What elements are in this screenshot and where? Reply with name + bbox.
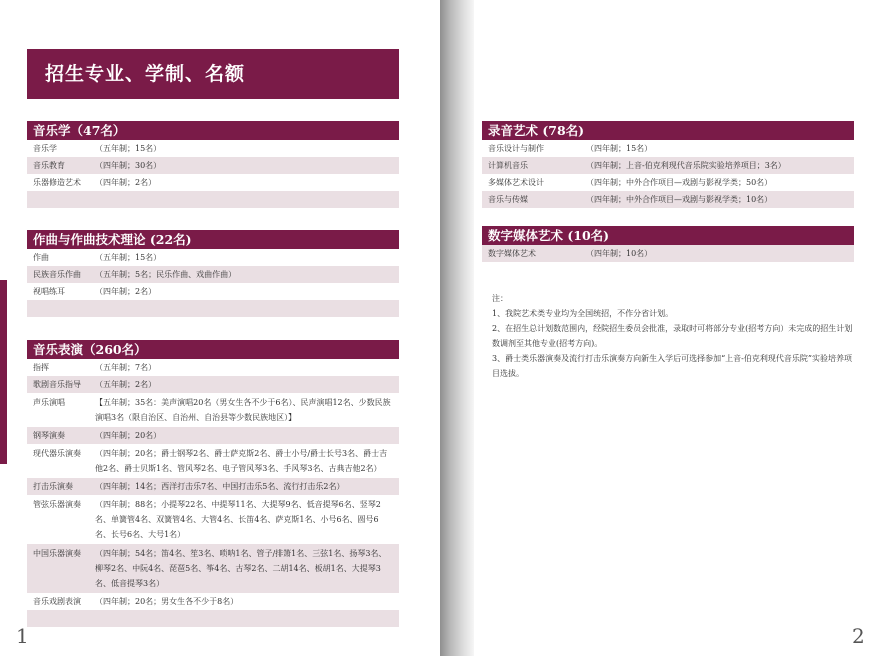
section-digital-media: [482, 226, 854, 262]
list-item: [482, 140, 854, 157]
major-detail: （四年制；20名；爵士钢琴2名、爵士萨克斯2名、爵士小号/爵士长号3名、爵士吉他2名、爵士贝斯1名、管风琴2名、电子管风琴3名、手风琴3名、古典吉他2名）: [95, 449, 388, 473]
section-heading: 音乐表演（260名）: [27, 340, 399, 359]
list-item: [27, 283, 399, 300]
section-recording-arts: [482, 121, 854, 208]
major-name: 民族音乐作曲: [33, 270, 81, 279]
list-item: [27, 376, 399, 393]
section-heading: 作曲与作曲技术理论 (22名): [27, 230, 399, 249]
list-item: [482, 157, 854, 174]
major-name: 现代器乐演奏: [33, 449, 81, 458]
major-detail: （四年制；20名）: [95, 431, 162, 440]
list-item: [27, 427, 399, 444]
list-item: [27, 593, 399, 610]
major-name: 数字媒体艺术: [488, 249, 536, 258]
note-item: 3、爵士类乐器演奏及流行打击乐演奏方向新生入学后可选择参加“上音-伯克利现代音乐院”实验培养项目选拔。: [492, 354, 852, 378]
major-name: 音乐学: [33, 144, 57, 153]
list-item: [27, 191, 399, 208]
major-name: 音乐教育: [33, 161, 65, 170]
major-name: 中国乐器演奏: [33, 549, 81, 558]
left-accent-bar: [0, 280, 7, 464]
page-number: 2: [852, 624, 865, 648]
major-detail: （五年制；2名）: [95, 380, 157, 389]
major-detail: （五年制；5名；民乐作曲、戏曲作曲）: [95, 270, 237, 279]
major-detail: （四年制；14名；西洋打击乐7名、中国打击乐5名、流行打击乐2名）: [95, 482, 345, 491]
page-number: 1: [16, 624, 29, 648]
list-item: [482, 174, 854, 191]
major-detail: （四年制；30名）: [95, 161, 162, 170]
section-composition: [27, 230, 399, 317]
list-item: [27, 544, 399, 593]
list-item: [482, 245, 854, 262]
list-item: [27, 495, 399, 544]
section-heading: 录音艺术 (78名): [482, 121, 854, 140]
major-name: [27, 191, 95, 208]
note-item: 2、在招生总计划数范围内，经院招生委员会批准，录取时可将部分专业(招考方向）未完成的招生计划数调剂至其他专业(招考方向)。: [492, 324, 853, 348]
major-name: 计算机音乐: [488, 161, 528, 170]
major-name: 多媒体艺术设计: [488, 178, 544, 187]
section-performance: [27, 340, 399, 627]
list-item: [27, 140, 399, 157]
major-name: 音乐设计与制作: [488, 144, 544, 153]
list-item: [27, 610, 399, 627]
major-name: 打击乐演奏: [33, 482, 73, 491]
major-detail: （四年制；10名）: [586, 249, 653, 258]
major-name: [27, 610, 95, 627]
major-detail: （四年制；2名）: [95, 287, 157, 296]
major-name: 歌剧音乐指导: [33, 380, 81, 389]
major-name: 作曲: [33, 253, 49, 262]
major-name: 声乐演唱: [33, 398, 65, 407]
major-name: 乐器修造艺术: [33, 178, 81, 187]
notes: [492, 291, 857, 381]
major-detail: （四年制；54名；笛4名、笙3名、唢呐1名、管子/排箫1名、三弦1名、扬琴3名、柳琴2名、中阮4名、琵琶5名、筝4名、古琴2名、二胡14名、板胡1名、大提琴3名、低音提琴3名）: [95, 549, 387, 588]
list-item: [482, 191, 854, 208]
list-item: [27, 359, 399, 376]
list-item: [27, 174, 399, 191]
major-detail: （四年制；20名；男女生各不少于8名）: [95, 597, 239, 606]
major-name: [27, 300, 95, 317]
section-heading: 数字媒体艺术 (10名): [482, 226, 854, 245]
list-item: [27, 249, 399, 266]
major-name: 指挥: [33, 363, 49, 372]
major-detail: （四年制；2名）: [95, 178, 157, 187]
list-item: [27, 444, 399, 478]
list-item: [27, 478, 399, 495]
major-detail: （四年制；上音-伯克利现代音乐院实验培养项目；3名）: [586, 161, 786, 170]
major-detail: （四年制；88名；小提琴22名、中提琴11名、大提琴9名、低音提琴6名、竖琴2名、单簧管4名、双簧管4名、大管4名、长笛4名、萨克斯1名、小号6名、圆号6名、长号6名、大号1名）: [95, 500, 381, 539]
notes-heading: 注：: [492, 294, 508, 303]
note-item: 1、我院艺术类专业均为全国统招，不作分省计划。: [492, 309, 674, 318]
right-page: [474, 0, 880, 656]
major-name: 音乐与传媒: [488, 195, 528, 204]
major-name: 钢琴演奏: [33, 431, 65, 440]
list-item: [27, 157, 399, 174]
major-name: 管弦乐器演奏: [33, 500, 81, 509]
list-item: [27, 300, 399, 317]
major-detail: （四年制；15名）: [586, 144, 653, 153]
major-name: 视唱练耳: [33, 287, 65, 296]
major-detail: （五年制；15名）: [95, 253, 162, 262]
list-item: [27, 393, 399, 427]
section-musicology: [27, 121, 399, 208]
major-detail: （五年制；7名）: [95, 363, 157, 372]
major-name: 音乐戏剧表演: [33, 597, 81, 606]
major-detail: 【五年制；35名：美声演唱20名（男女生各不少于6名）、民声演唱12名、少数民族演唱3名（限自治区、自治州、自治县等少数民族地区）】: [95, 398, 391, 422]
page-title: 招生专业、学制、名额: [27, 49, 399, 99]
major-detail: （四年制；中外合作项目—戏剧与影视学类；50名）: [586, 178, 773, 187]
major-detail: （五年制；15名）: [95, 144, 162, 153]
section-heading: 音乐学（47名）: [27, 121, 399, 140]
book-gutter: [440, 0, 474, 656]
list-item: [27, 266, 399, 283]
major-detail: （四年制；中外合作项目—戏剧与影视学类；10名）: [586, 195, 773, 204]
